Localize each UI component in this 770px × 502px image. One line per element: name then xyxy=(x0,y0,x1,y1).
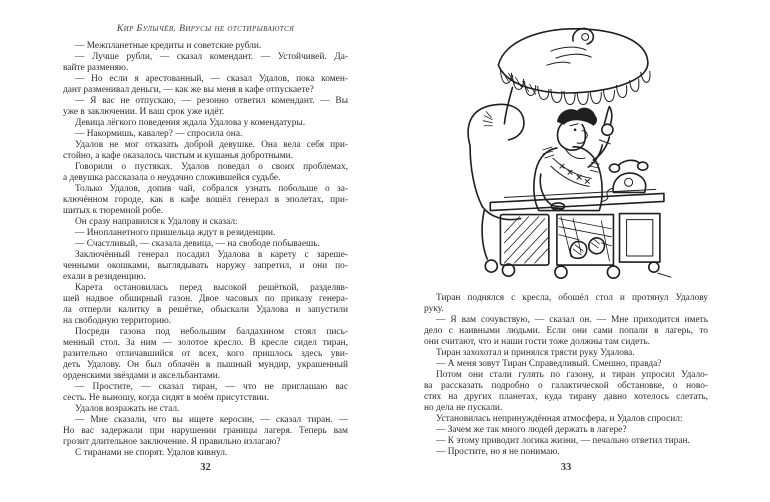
text-line: ва рассказать подробно о галактической обстановке, о ново- xyxy=(424,381,708,391)
text-line: — А меня зовут Тиран Справедливый. Смешно, правда? xyxy=(436,359,662,369)
text-line: — Лучше рубли, — сказал комендант. — Устойчивей. Да- xyxy=(75,52,348,62)
page-number-left: 32 xyxy=(200,462,211,473)
text-line: — Простите, но я не понимаю. xyxy=(436,447,560,457)
text-line: ла отперли калитку в решётке, обыскали Удалова и запустили xyxy=(63,305,348,315)
text-line: Карета остановилась перед высокой решёткой, разделяв- xyxy=(75,283,348,293)
text-line: Девица лёгкого поведения ждала Удалова у комендатуры. xyxy=(75,118,306,128)
text-line: вайте разменяю. xyxy=(63,63,129,73)
tyrant-illustration-svg xyxy=(460,24,672,280)
text-line: менный стол. За ним — золотое кресло. В кресле сидел тиран, xyxy=(63,338,348,348)
text-line: шитых к тюремной робе. xyxy=(63,206,164,216)
running-header: Кир Булычёв. Вирусы не отстирываются xyxy=(116,23,295,34)
page-number-right: 33 xyxy=(560,462,572,473)
book-page-left xyxy=(63,0,348,502)
text-line: — Накормишь, кавалер? — спросила она. xyxy=(75,129,243,139)
illustration-tyrant-at-desk xyxy=(460,24,672,280)
text-line: — Мне сказали, что вы ищете керосин, — сказал тиран. — xyxy=(75,415,348,425)
text-line: Удалов возражать не стал. xyxy=(75,404,180,414)
text-line: Удалов не мог отказать доброй девушке. Она вела себя при- xyxy=(75,140,348,150)
text-line: Он сразу направился к Удалову и сказал: xyxy=(75,217,238,227)
text-line: Только Удалов, допив чай, собрался узнать побольше о за- xyxy=(75,184,348,194)
text-line: ехали в резиденцию. xyxy=(63,272,146,282)
text-line: уже в заключении. И ваш срок уже идёт. xyxy=(63,107,225,117)
text-line: — К этому приводит логика жизни, — печально ответил тиран. xyxy=(436,436,690,446)
text-line: — Я вам сочувствую, — сказал он. — Мне приходится иметь xyxy=(436,315,708,325)
text-line: стойно, а кафе оказалось чистым и кушанья добротными. xyxy=(63,151,294,161)
text-line: дело с наивными людьми. Если они сами попали в лагерь, то xyxy=(424,326,708,336)
text-line: Потом они стали гулять по газону, и тиран упросил Удало- xyxy=(436,370,708,380)
text-line: ченными окошками, выглядывать наружу запретил, и они по- xyxy=(63,261,348,271)
text-line: Тиран поднялся с кресла, обошёл стол и протянул Удалову xyxy=(436,293,708,303)
text-line: — Я вас не отпускаю, — резонно ответил комендант. — Вы xyxy=(75,96,348,106)
text-line: Тиран захохотал и принялся трясти руку Удалова. xyxy=(436,348,635,358)
text-line: шей надвое обширный газон. Двое часовых по приказу генера- xyxy=(63,294,348,304)
text-line: разительно отличавшийся от всех, кого пришлось здесь уви- xyxy=(63,349,348,359)
text-line: — Межпланетные кредиты и советские рубли. xyxy=(75,41,262,51)
page-left-text-column xyxy=(63,41,348,459)
text-line: Посреди газона под небольшим балдахином стоял пись- xyxy=(75,327,348,337)
text-line: а девушка рассказала о неудачно сложившейся судьбе. xyxy=(63,173,281,183)
text-line: дант разменивал деньги, — как же вы меня в кафе отпускаете? xyxy=(63,85,314,95)
text-line: — Простите, — сказал тиран, — что не приглашаю вас xyxy=(75,382,348,392)
text-line: С тиранами не спорят. Удалов кивнул. xyxy=(75,448,228,458)
text-line: орденскими звёздами и аксельбантами. xyxy=(63,371,221,381)
text-line: — Счастливый, — сказала девица, — на свободе побываешь. xyxy=(75,239,320,249)
text-line: деть Удалову. Он был облачён в пышный мундир, украшенный xyxy=(63,360,348,370)
text-line: ключённом городе, как в кафе вошёл генерал в эполетах, при- xyxy=(63,195,348,205)
text-line: Установилась непринуждённая атмосфера, и Удалов спросил: xyxy=(436,414,683,424)
text-line: грозит длительное заключение. Я правильно излагаю? xyxy=(63,437,281,447)
text-line: Заключённый генерал посадил Удалова в карету с зареше- xyxy=(75,250,348,260)
text-line: но дела не пускали. xyxy=(424,403,503,413)
text-line: они считают, что и наши гости тоже должны там сидеть. xyxy=(424,337,651,347)
text-line: — Зачем же так много людей держать в лагере? xyxy=(436,425,627,435)
text-line: Говорили о пустяках. Удалов поведал о своих проблемах, xyxy=(75,162,348,172)
text-line: руку. xyxy=(424,304,444,314)
text-line: — Но если я арестованный, — сказал Удалов, пока комен- xyxy=(75,74,348,84)
text-line: сесть. Не выношу, когда сидят в моём присутствии. xyxy=(63,393,269,403)
text-line: — Инопланетного пришельца ждут в резиденции. xyxy=(75,228,276,238)
page-right-text-column xyxy=(424,293,708,458)
text-line: стях на других планетах, куда тирану давно хотелось слетать, xyxy=(424,392,708,402)
text-line: Но вас задержали при нарушении границы лагеря. Теперь вам xyxy=(63,426,348,436)
text-line: на свободную территорию. xyxy=(63,316,172,326)
book-page-right xyxy=(424,0,708,502)
